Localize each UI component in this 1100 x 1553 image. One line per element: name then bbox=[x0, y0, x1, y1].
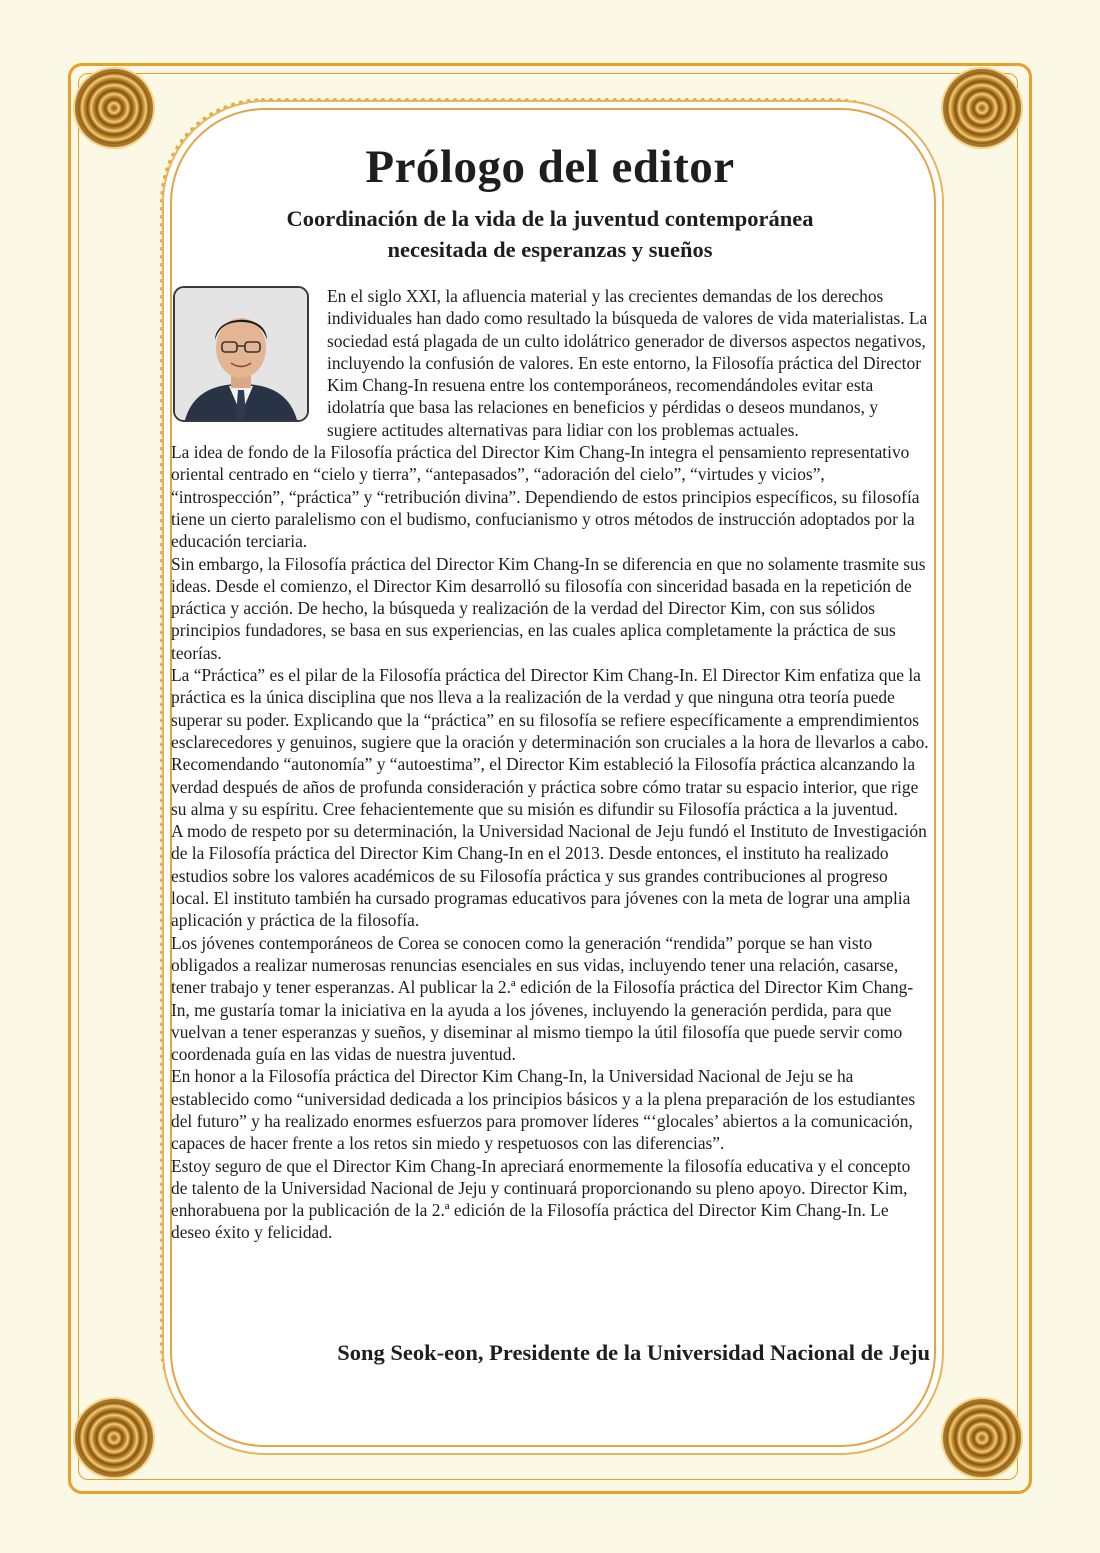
paragraph: En honor a la Filosofía práctica del Director Kim Chang-In, la Universidad Nacional de Jeju se ha establecido como “universidad dedicada a los principios básicos y a la plena preparación de los estudiantes del futuro” y ha realizado enormes esfuerzos para promover líderes “‘glocales’ abiertos a la comunicación, capaces de hacer frente a los retos sin miedo y respetuosos con las diferencias”. bbox=[171, 1066, 916, 1154]
gold-medallion-icon bbox=[946, 1402, 1018, 1474]
subtitle-line: Coordinación de la vida de la juventud contemporánea bbox=[286, 206, 814, 231]
paragraph: En el siglo XXI, la afluencia material y las crecientes demandas de los derechos individuales han dado como resultado la búsqueda de valores de vida materialistas. La sociedad está plagada de un culto idolátrico generador de diversos aspectos negativos, incluyendo la confusión de valores. En este entorno, la Filosofía práctica del Director Kim Chang-In resuena entre los contemporáneos, recomendándoles evitar esta idolatría que basa las relaciones en beneficios y pérdidas o deseos mundanos, y sugiere actitudes alternativas para lidiar con los problemas actuales. bbox=[327, 286, 928, 440]
paragraph: Estoy seguro de que el Director Kim Chang-In apreciará enormemente la filosofía educativa y el concepto de talento de la Universidad Nacional de Jeju y continuará proporcionando su pleno apoyo. Director Kim, enhorabuena por la publicación de la 2.ª edición de la Filosofía práctica del Director Kim Chang-In. Le deseo éxito y felicidad. bbox=[171, 1155, 911, 1243]
paragraph: Sin embargo, la Filosofía práctica del Director Kim Chang-In se diferencia en que no solamente trasmite sus ideas. Desde el comienzo, el Director Kim desarrolló su filosofía con sinceridad basada en la repetición de práctica y acción. De hecho, la búsqueda y realización de la verdad del Director Kim, con sus sólidos principios fundadores, se basa en sus experiencias, en las cuales aplica completamente la práctica de sus teorías. bbox=[171, 553, 926, 663]
page-subtitle bbox=[170, 203, 930, 265]
photo-spacer bbox=[171, 285, 327, 440]
paragraph: La “Práctica” es el pilar de la Filosofía práctica del Director Kim Chang-In. El Director Kim enfatiza que la práctica es la única disciplina que nos lleva a la realización de la verdad y que ninguna otra teoría puede superar su poder. Explicando que la “práctica” en su filosofía se refiere específicamente a emprendimientos esclarecedores y genuinos, sugiere que la oración y determinación son cruciales a la hora de llevarlos a cabo. bbox=[171, 665, 929, 752]
prologue-body bbox=[171, 285, 929, 1244]
page-title: Prólogo del editor bbox=[365, 141, 735, 193]
gold-medallion-icon bbox=[946, 72, 1018, 144]
paragraph: Recomendando “autonomía” y “autoestima”, el Director Kim estableció la Filosofía práctica alcanzando la verdad después de años de profunda consideración y práctica sobre cómo tratar su espacio interior, que rige su alma y su espíritu. Cree fehacientemente que su misión es difundir su Filosofía práctica a la juventud. bbox=[171, 754, 919, 819]
gold-medallion-icon bbox=[78, 72, 150, 144]
signature: Song Seok-eon, Presidente de la Universidad Nacional de Jeju bbox=[337, 1340, 930, 1365]
paragraph: A modo de respeto por su determinación, la Universidad Nacional de Jeju fundó el Instituto de Investigación de la Filosofía práctica del Director Kim Chang-In en el 2013. Desde entonces, el instituto ha realizado estudios sobre los valores académicos de su Filosofía práctica y sus grandes contribuciones al progreso local. El instituto también ha cursado programas educativos para jóvenes con la meta de lograr una amplia aplicación y práctica de la filosofía. bbox=[171, 821, 927, 931]
paragraph: La idea de fondo de la Filosofía práctica del Director Kim Chang-In integra el pensamiento representativo oriental centrado en “cielo y tierra”, “antepasados”, “adoración del cielo”, “virtudes y vicios”, “introspección”, “práctica” y “retribución divina”. Dependiendo de estos principios específicos, su filosofía tiene un cierto paralelismo con el budismo, confucianismo y otros métodos de instrucción adoptados por la educación terciaria. bbox=[171, 442, 920, 552]
paragraph: Los jóvenes contemporáneos de Corea se conocen como la generación “rendida” porque se han visto obligados a realizar numerosas renuncias esenciales en sus vidas, incluyendo tener una relación, casarse, tener trabajo y tener esperanzas. Al publicar la 2.ª edición de la Filosofía práctica del Director Kim Chang-In, me gustaría tomar la iniciativa en la ayuda a los jóvenes, incluyendo la generación perdida, para que vuelvan a tener esperanzas y sueños, y diseminar al mismo tiempo la útil filosofía que puede servir como coordenada guía en las vidas de nuestra juventud. bbox=[171, 932, 914, 1065]
gold-medallion-icon bbox=[78, 1402, 150, 1474]
subtitle-line: necesitada de esperanzas y sueños bbox=[387, 237, 713, 262]
